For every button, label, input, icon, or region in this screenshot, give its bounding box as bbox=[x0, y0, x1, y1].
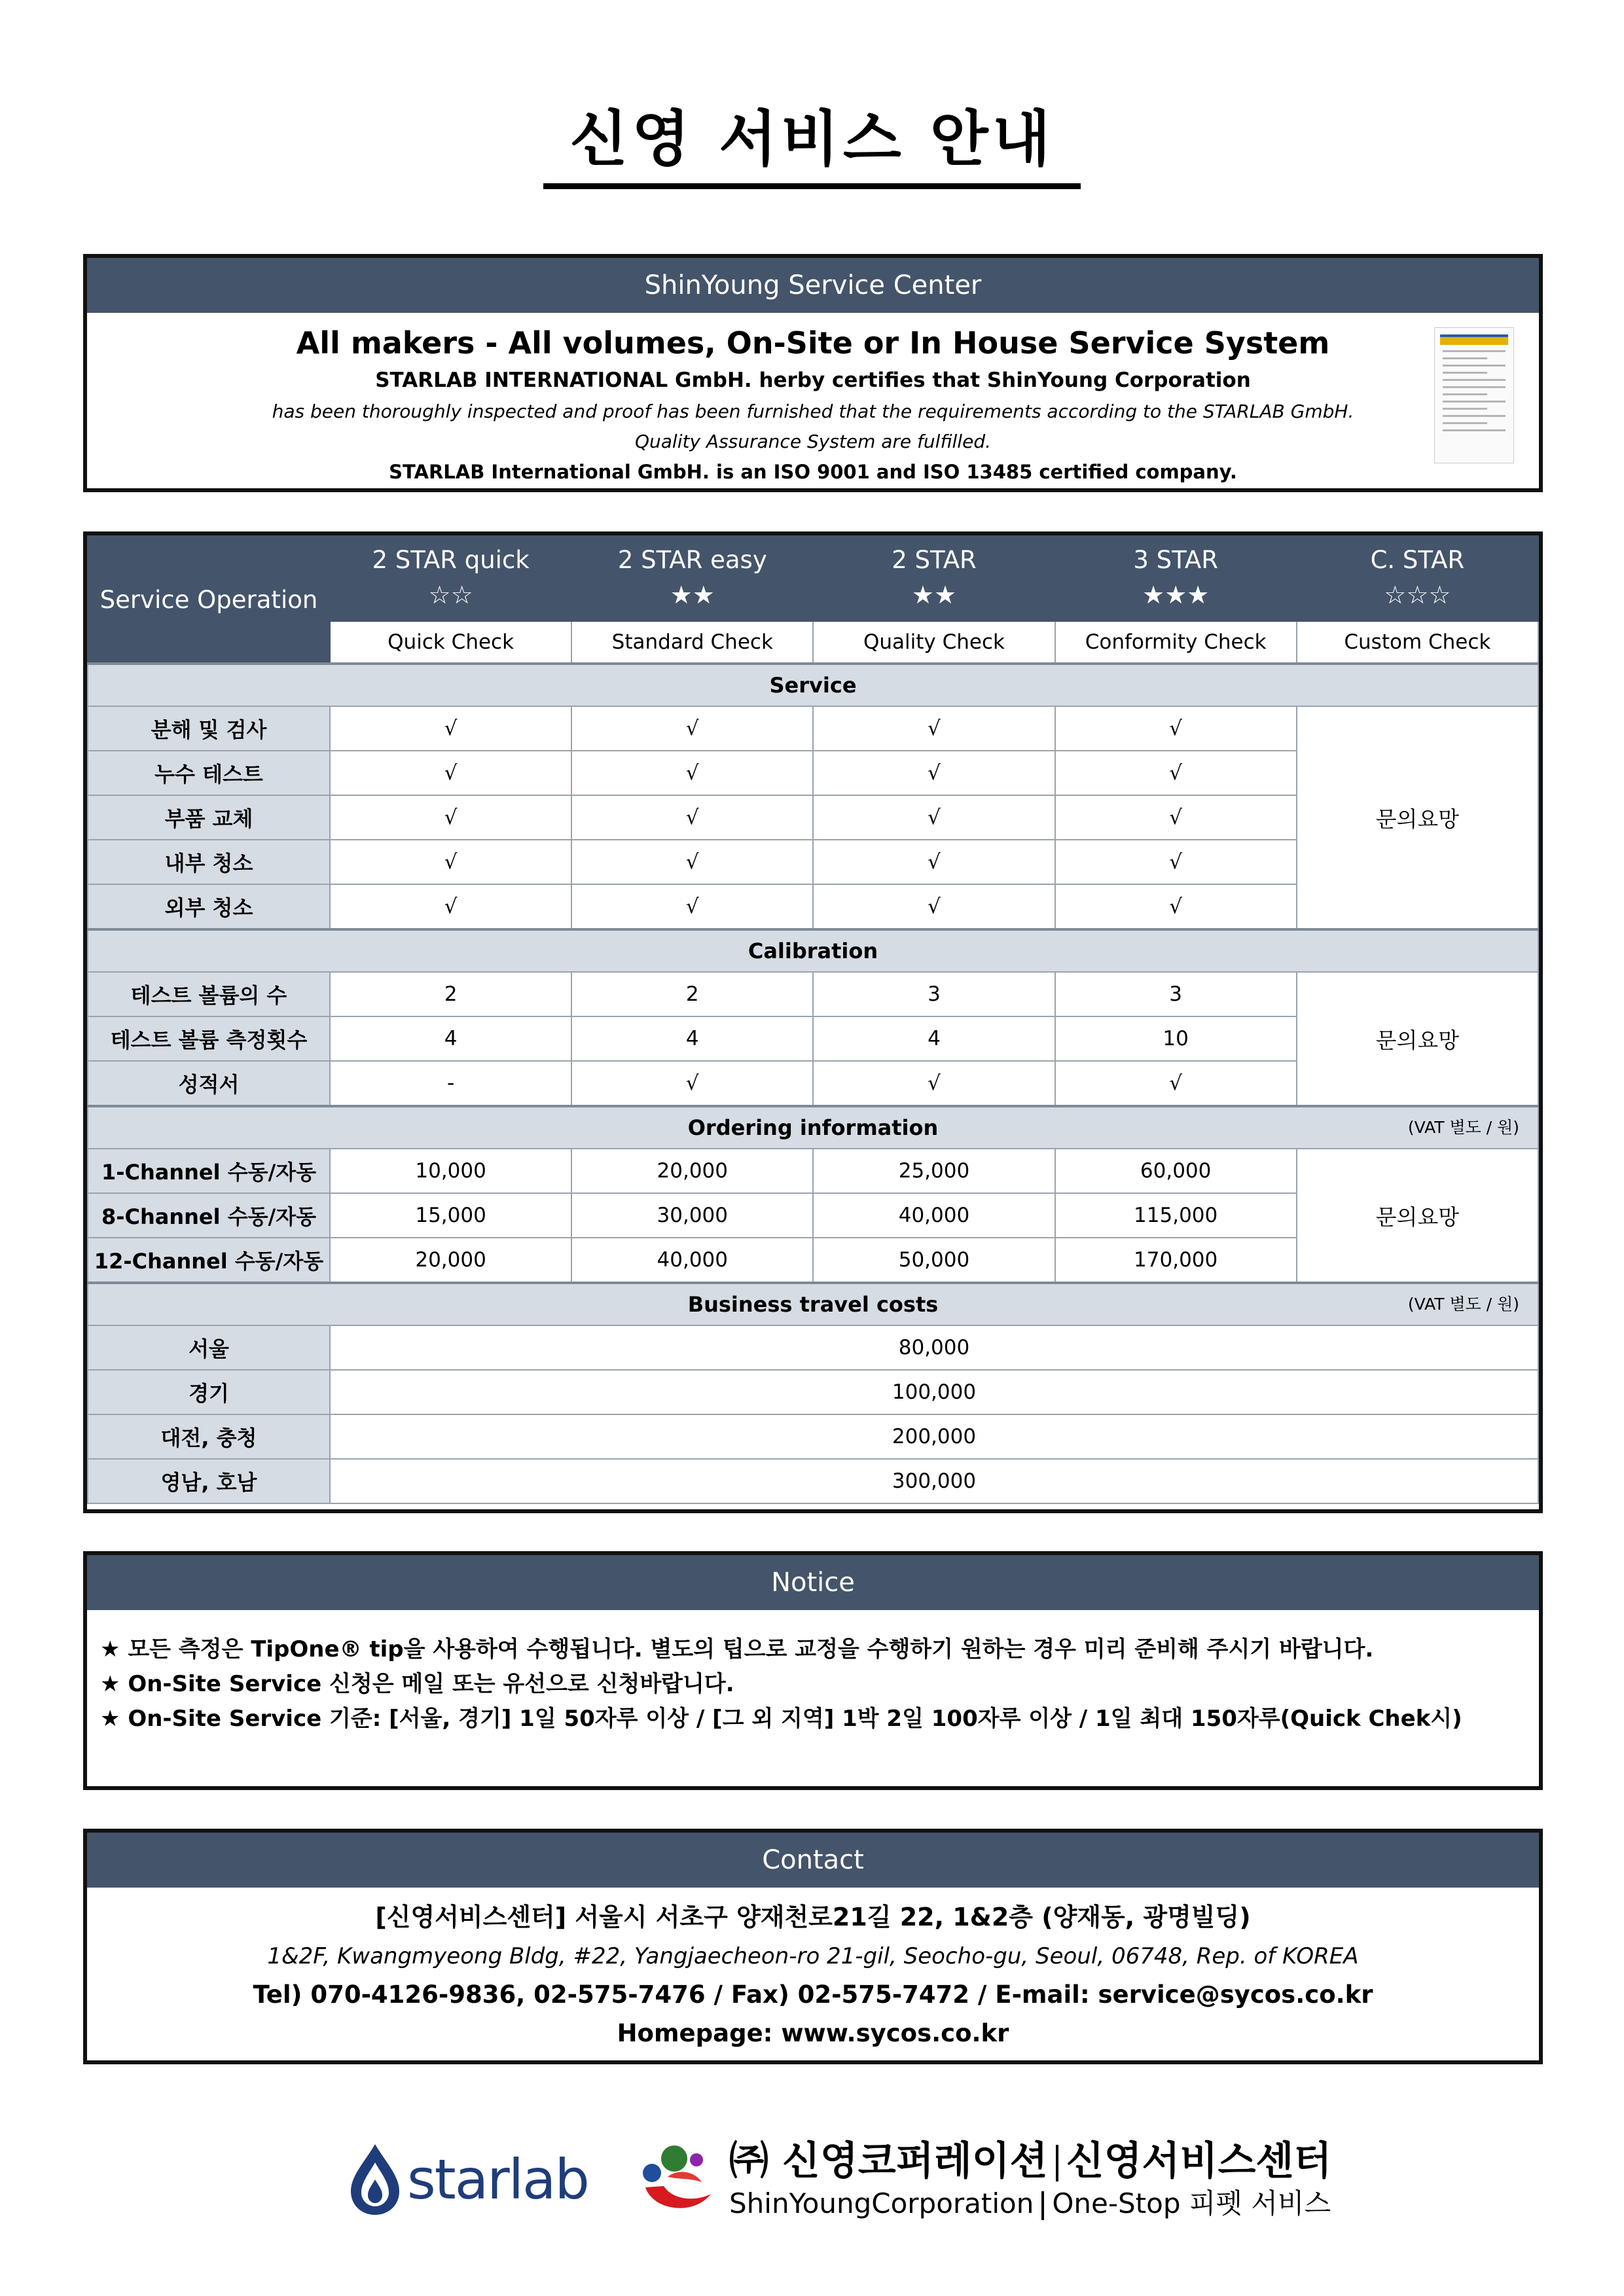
table-cell: 4 bbox=[813, 1016, 1055, 1061]
section-row bbox=[88, 1106, 1538, 1149]
table-cell: √ bbox=[813, 706, 1055, 751]
notice-body bbox=[87, 1610, 1539, 1736]
plan-header bbox=[813, 536, 1055, 621]
plan-desc: Quick Check bbox=[330, 621, 571, 664]
table-row bbox=[88, 1325, 1538, 1370]
notice-header: Notice bbox=[87, 1555, 1539, 1610]
section-row bbox=[88, 1283, 1538, 1325]
table-cell: √ bbox=[330, 706, 571, 751]
plan-desc: Quality Check bbox=[813, 621, 1055, 664]
table-cell: 20,000 bbox=[571, 1149, 813, 1193]
row-label: 내부 청소 bbox=[88, 840, 330, 884]
address-english: 1&2F, Kwangmyeong Bldg, #22, Yangjaecheon-ro 21-gil, Seocho-gu, Seoul, 06748, Rep. of KOREA bbox=[267, 1943, 1359, 1969]
table-cell: √ bbox=[813, 1061, 1055, 1106]
section-title-text: Business travel costs bbox=[687, 1292, 939, 1317]
section-title: Calibration bbox=[88, 929, 1538, 972]
table-row bbox=[88, 1459, 1538, 1503]
contact-body bbox=[87, 1888, 1539, 2053]
table-cell: √ bbox=[571, 840, 813, 884]
table-header-row bbox=[88, 536, 1538, 621]
plan-stars: ★★★ bbox=[1142, 581, 1210, 609]
row-label: 성적서 bbox=[88, 1061, 330, 1106]
table-cell: 40,000 bbox=[571, 1238, 813, 1283]
sy-corp-en: ShinYoungCorporation bbox=[729, 2187, 1034, 2219]
cert-header: ShinYoung Service Center bbox=[87, 258, 1539, 313]
plan-stars: ☆☆ bbox=[428, 581, 473, 609]
table-cell: √ bbox=[571, 706, 813, 751]
table-cell: √ bbox=[571, 795, 813, 840]
plan-header bbox=[1297, 536, 1538, 621]
table-cell: 2 bbox=[571, 972, 813, 1016]
section-row bbox=[88, 664, 1538, 706]
table-cell: 10 bbox=[1055, 1016, 1297, 1061]
address-korean: [신영서비스센터] 서울시 서초구 양재천로21길 22, 1&2층 (양재동, 광명빌딩) bbox=[375, 1903, 1251, 1931]
table-cell: √ bbox=[571, 884, 813, 929]
shinyoung-emblem-icon bbox=[634, 2140, 719, 2219]
plan-desc: Standard Check bbox=[571, 621, 813, 664]
table-cell: 4 bbox=[330, 1016, 571, 1061]
inquiry-cell: 문의요망 bbox=[1297, 1149, 1538, 1283]
table-cell: √ bbox=[571, 1061, 813, 1106]
shinyoung-logo bbox=[634, 2134, 1331, 2225]
plan-header bbox=[1055, 536, 1297, 621]
row-label: 서울 bbox=[88, 1325, 330, 1370]
contact-homepage[interactable]: Homepage: www.sycos.co.kr bbox=[617, 2019, 1009, 2047]
notice-line: ★ 모든 측정은 TipOne® tip을 사용하여 수행됩니다. 별도의 팁으로 교정을 수행하기 원하는 경우 미리 준비해 주시기 바랍니다. bbox=[100, 1636, 1374, 1662]
table-cell: 40,000 bbox=[813, 1193, 1055, 1238]
row-label: 부품 교체 bbox=[88, 795, 330, 840]
row-label: 누수 테스트 bbox=[88, 751, 330, 795]
table-row bbox=[88, 972, 1538, 1016]
contact-box bbox=[83, 1829, 1543, 2064]
contact-phone: Tel) 070-4126-9836, 02-575-7476 / Fax) 02-575-7472 / E-mail: service@sycos.co.kr bbox=[253, 1981, 1373, 2009]
table-cell: √ bbox=[1055, 795, 1297, 840]
plan-stars: ★★ bbox=[670, 581, 715, 609]
row-label: 대전, 충청 bbox=[88, 1414, 330, 1459]
inquiry-cell: 문의요망 bbox=[1297, 706, 1538, 929]
plan-header bbox=[330, 536, 571, 621]
table-row bbox=[88, 1149, 1538, 1193]
table-cell: √ bbox=[813, 795, 1055, 840]
table-cell: 200,000 bbox=[330, 1414, 1538, 1459]
plan-name: 2 STAR bbox=[892, 546, 977, 574]
table-cell: √ bbox=[813, 840, 1055, 884]
cert-line-4: STARLAB International GmbH. is an ISO 9001 and ISO 13485 certified company. bbox=[389, 461, 1237, 483]
table-cell: 25,000 bbox=[813, 1149, 1055, 1193]
table-cell: - bbox=[330, 1061, 571, 1106]
table-cell: 20,000 bbox=[330, 1238, 571, 1283]
notice-box bbox=[83, 1551, 1543, 1790]
table-row bbox=[88, 1370, 1538, 1414]
table-cell: 30,000 bbox=[571, 1193, 813, 1238]
table-cell: 100,000 bbox=[330, 1370, 1538, 1414]
table-cell: √ bbox=[1055, 706, 1297, 751]
row-label: 테스트 볼륨 측정횟수 bbox=[88, 1016, 330, 1061]
table-cell: √ bbox=[813, 751, 1055, 795]
contact-header: Contact bbox=[87, 1833, 1539, 1888]
section-title: Service bbox=[88, 664, 1538, 706]
plan-desc: Conformity Check bbox=[1055, 621, 1297, 664]
table-cell: 80,000 bbox=[330, 1325, 1538, 1370]
row-label: 12-Channel 수동/자동 bbox=[88, 1238, 330, 1283]
row-label: 분해 및 검사 bbox=[88, 706, 330, 751]
plan-name: C. STAR bbox=[1370, 546, 1465, 574]
starlab-logo-text: starlab bbox=[407, 2147, 588, 2212]
table-cell: 300,000 bbox=[330, 1459, 1538, 1503]
table-cell: 170,000 bbox=[1055, 1238, 1297, 1283]
row-label: 1-Channel 수동/자동 bbox=[88, 1149, 330, 1193]
table-cell: 2 bbox=[330, 972, 571, 1016]
table-cell: √ bbox=[571, 751, 813, 795]
inquiry-cell: 문의요망 bbox=[1297, 972, 1538, 1106]
sy-corp-kr: ㈜ 신영코퍼레이션 bbox=[729, 2138, 1048, 2184]
table-cell: 4 bbox=[571, 1016, 813, 1061]
table-cell: √ bbox=[813, 884, 1055, 929]
table-cell: √ bbox=[1055, 1061, 1297, 1106]
service-table bbox=[87, 535, 1539, 1504]
cert-line-3: Quality Assurance System are fulfilled. bbox=[634, 431, 991, 452]
row-label: 영남, 호남 bbox=[88, 1459, 330, 1503]
table-row bbox=[88, 706, 1538, 751]
section-title-text: Ordering information bbox=[687, 1115, 939, 1140]
table-cell: 50,000 bbox=[813, 1238, 1055, 1283]
table-cell: 60,000 bbox=[1055, 1149, 1297, 1193]
table-row bbox=[88, 1414, 1538, 1459]
cert-body bbox=[87, 313, 1539, 487]
table-cell: √ bbox=[330, 751, 571, 795]
shinyoung-logo-text bbox=[729, 2137, 1331, 2222]
table-cell: √ bbox=[330, 884, 571, 929]
notice-line: ★ On-Site Service 기준: [서울, 경기] 1일 50자루 이상 / [그 외 지역] 1박 2일 100자루 이상 / 1일 최대 150자루(Quick Chek시) bbox=[100, 1706, 1462, 1732]
page-title: 신영 서비스 안내 bbox=[543, 105, 1080, 189]
corner-cell: Service Operation bbox=[88, 536, 330, 664]
sy-tagline: One-Stop 피펫 서비스 bbox=[1052, 2187, 1331, 2219]
service-table-box bbox=[83, 531, 1543, 1513]
certificate-thumbnail bbox=[1434, 327, 1514, 463]
sy-service-kr: 신영서비스센터 bbox=[1066, 2138, 1332, 2184]
plan-stars: ☆☆☆ bbox=[1384, 581, 1451, 609]
plan-name: 3 STAR bbox=[1133, 546, 1218, 574]
table-cell: √ bbox=[1055, 840, 1297, 884]
section-title bbox=[88, 1106, 1538, 1149]
starlab-drop-icon bbox=[347, 2142, 403, 2217]
table-cell: √ bbox=[1055, 884, 1297, 929]
plan-header bbox=[571, 536, 813, 621]
plan-name: 2 STAR quick bbox=[372, 546, 530, 574]
vat-note: (VAT 별도 / 원) bbox=[1407, 1295, 1519, 1314]
table-cell: 15,000 bbox=[330, 1193, 571, 1238]
notice-line: ★ On-Site Service 신청은 메일 또는 유선으로 신청바랍니다. bbox=[100, 1671, 734, 1697]
table-cell: 3 bbox=[813, 972, 1055, 1016]
row-label: 경기 bbox=[88, 1370, 330, 1414]
plan-stars: ★★ bbox=[911, 581, 957, 609]
row-label: 테스트 볼륨의 수 bbox=[88, 972, 330, 1016]
section-title bbox=[88, 1283, 1538, 1325]
table-cell: 115,000 bbox=[1055, 1193, 1297, 1238]
table-cell: 10,000 bbox=[330, 1149, 571, 1193]
table-cell: √ bbox=[330, 840, 571, 884]
table-cell: 3 bbox=[1055, 972, 1297, 1016]
title-wrap bbox=[0, 105, 1624, 189]
starlab-logo bbox=[347, 2140, 588, 2219]
row-label: 외부 청소 bbox=[88, 884, 330, 929]
row-label: 8-Channel 수동/자동 bbox=[88, 1193, 330, 1238]
table-cell: √ bbox=[330, 795, 571, 840]
cert-line-1: STARLAB INTERNATIONAL GmbH. herby certifies that ShinYoung Corporation bbox=[375, 368, 1251, 392]
cert-headline: All makers - All volumes, On-Site or In House Service System bbox=[296, 325, 1330, 361]
table-cell: √ bbox=[1055, 751, 1297, 795]
certificate-box bbox=[83, 254, 1543, 492]
section-row bbox=[88, 929, 1538, 972]
plan-desc: Custom Check bbox=[1297, 621, 1538, 664]
vat-note: (VAT 별도 / 원) bbox=[1407, 1118, 1519, 1137]
plan-name: 2 STAR easy bbox=[617, 546, 767, 574]
cert-line-2: has been thoroughly inspected and proof has been furnished that the requirements according to the STARLAB GmbH. bbox=[272, 401, 1354, 422]
